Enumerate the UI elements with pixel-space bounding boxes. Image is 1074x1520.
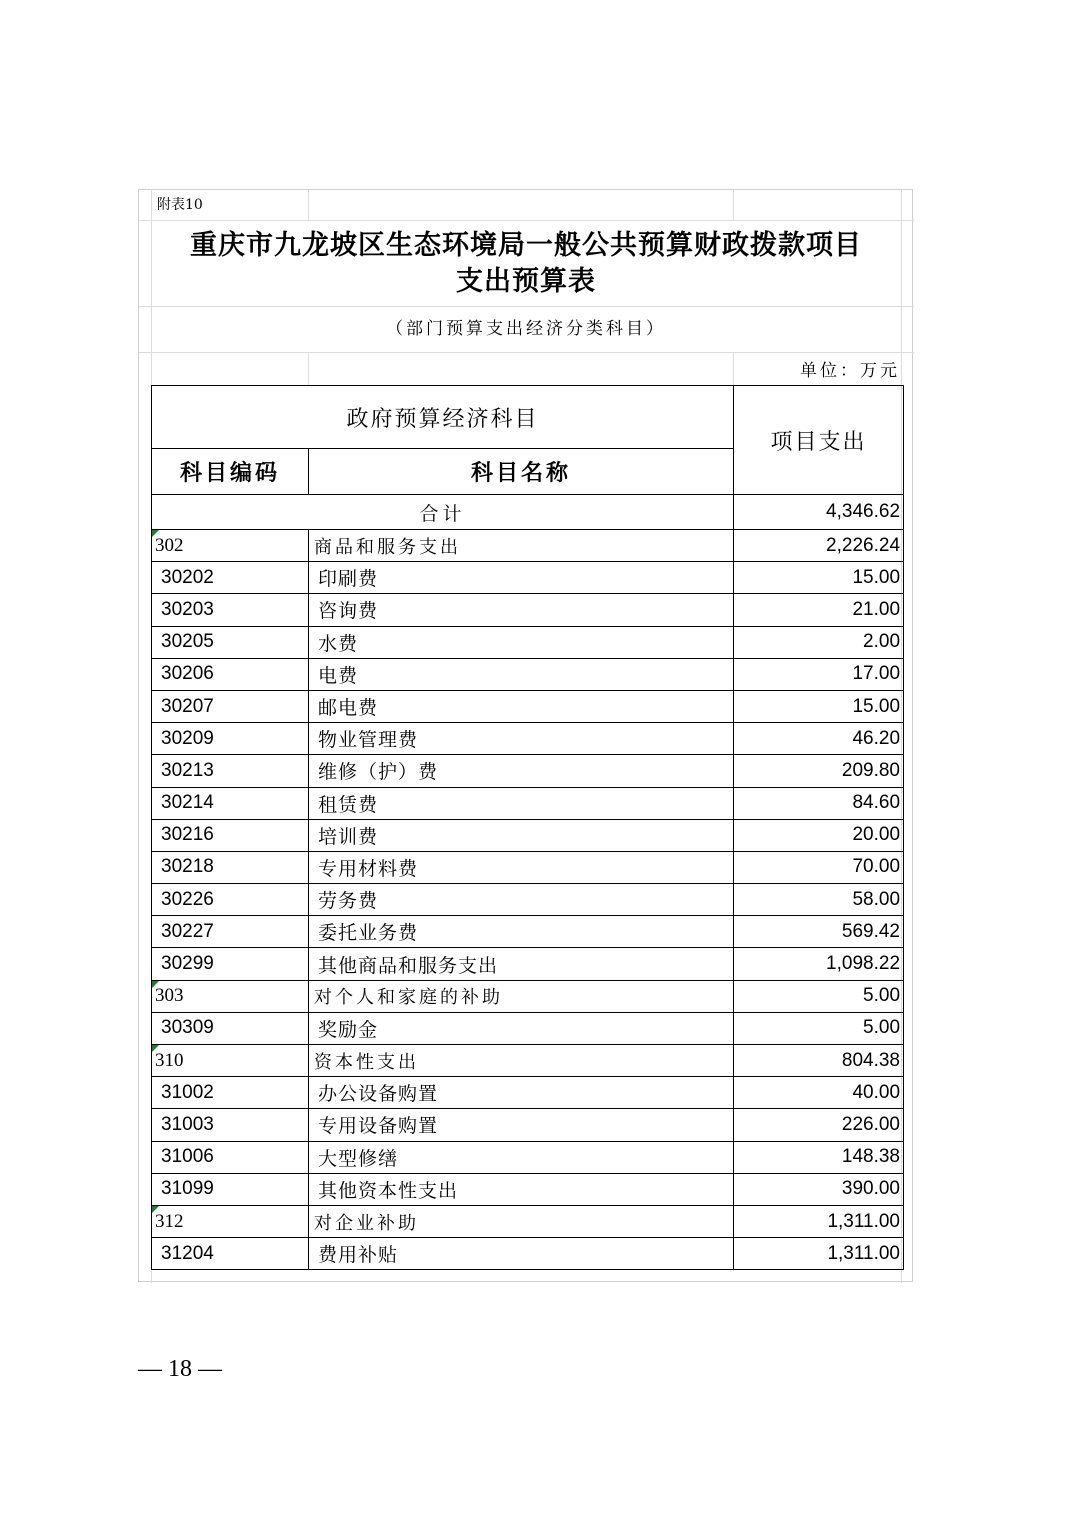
- cell-name: 邮电费: [309, 690, 734, 722]
- cell-code: [152, 980, 309, 1012]
- gridline: [733, 352, 734, 385]
- table-row: [152, 1077, 904, 1109]
- cell-code: 30227: [152, 916, 309, 948]
- cell-code-text: 312: [155, 1210, 184, 1232]
- cell-code: 30216: [152, 819, 309, 851]
- cell-amount: 21.00: [734, 594, 904, 626]
- gridline: [139, 306, 914, 307]
- cell-name: 劳务费: [309, 884, 734, 916]
- cell-code: 31002: [152, 1077, 309, 1109]
- cell-code: 30206: [152, 658, 309, 690]
- cell-name: 对个人和家庭的补助: [309, 980, 734, 1012]
- table-row: [152, 562, 904, 594]
- cell-amount: 17.00: [734, 658, 904, 690]
- cell-amount: 84.60: [734, 787, 904, 819]
- cell-comment-marker-icon: [152, 1045, 159, 1052]
- cell-code-text: 303: [155, 985, 184, 1007]
- cell-amount: 40.00: [734, 1077, 904, 1109]
- cell-amount: 804.38: [734, 1045, 904, 1077]
- cell-amount: 5.00: [734, 1012, 904, 1044]
- cell-name: 其他商品和服务支出: [309, 948, 734, 980]
- cell-code: 31204: [152, 1238, 309, 1270]
- gridline: [308, 190, 309, 220]
- cell-amount: 148.38: [734, 1141, 904, 1173]
- gridline: [139, 220, 914, 221]
- cell-name: 商品和服务支出: [309, 530, 734, 562]
- title-line-2: 支出预算表: [456, 266, 596, 297]
- cell-comment-marker-icon: [152, 1206, 159, 1213]
- category-row: [152, 980, 904, 1012]
- category-row: [152, 530, 904, 562]
- cell-name: 维修（护）费: [309, 755, 734, 787]
- cell-name: 物业管理费: [309, 723, 734, 755]
- cell-name: 电费: [309, 658, 734, 690]
- cell-amount: 58.00: [734, 884, 904, 916]
- cell-name: 费用补贴: [309, 1238, 734, 1270]
- total-amount: 4,346.62: [734, 495, 904, 530]
- cell-code: [152, 1205, 309, 1237]
- cell-code: 30218: [152, 851, 309, 883]
- cell-amount: 1,311.00: [734, 1238, 904, 1270]
- cell-code: [152, 1045, 309, 1077]
- header-amount: 项目支出: [734, 386, 904, 495]
- header-name: 科目名称: [309, 449, 734, 495]
- cell-code: 30207: [152, 690, 309, 722]
- header-row: [152, 386, 904, 449]
- table-row: [152, 819, 904, 851]
- cell-code-text: 310: [155, 1049, 184, 1071]
- cell-code: [152, 530, 309, 562]
- cell-comment-marker-icon: [152, 530, 159, 537]
- cell-code: 30309: [152, 1012, 309, 1044]
- gridline: [308, 352, 309, 385]
- table-row: [152, 884, 904, 916]
- cell-code: 30299: [152, 948, 309, 980]
- table-row: [152, 1109, 904, 1141]
- cell-name: 资本性支出: [309, 1045, 734, 1077]
- annex-label: 附表10: [157, 197, 203, 213]
- cell-name: 印刷费: [309, 562, 734, 594]
- cell-code: 30226: [152, 884, 309, 916]
- cell-amount: 15.00: [734, 562, 904, 594]
- total-label: 合计: [152, 495, 734, 530]
- cell-name: 咨询费: [309, 594, 734, 626]
- title-line-1: 重庆市九龙坡区生态环境局一般公共预算财政拨款项目: [190, 230, 862, 261]
- table-row: [152, 755, 904, 787]
- cell-name: 委托业务费: [309, 916, 734, 948]
- cell-name: 水费: [309, 626, 734, 658]
- table-row: [152, 1141, 904, 1173]
- cell-name: 办公设备购置: [309, 1077, 734, 1109]
- gridline: [139, 352, 914, 353]
- cell-code: 30205: [152, 626, 309, 658]
- table-row: [152, 626, 904, 658]
- cell-name: 其他资本性支出: [309, 1173, 734, 1205]
- spreadsheet-page: [138, 189, 913, 1282]
- cell-amount: 209.80: [734, 755, 904, 787]
- header-group: 政府预算经济科目: [152, 386, 734, 449]
- cell-amount: 70.00: [734, 851, 904, 883]
- cell-name: 奖励金: [309, 1012, 734, 1044]
- page-number: — 18 —: [138, 1356, 222, 1382]
- table-row: [152, 658, 904, 690]
- table-row: [152, 948, 904, 980]
- table-row: [152, 594, 904, 626]
- table-row: [152, 851, 904, 883]
- cell-amount: 20.00: [734, 819, 904, 851]
- cell-amount: 46.20: [734, 723, 904, 755]
- cell-name: 对企业补助: [309, 1205, 734, 1237]
- category-row: [152, 1045, 904, 1077]
- cell-comment-marker-icon: [152, 981, 159, 988]
- table-row: [152, 1173, 904, 1205]
- cell-name: 大型修缮: [309, 1141, 734, 1173]
- total-row: [152, 495, 904, 530]
- cell-amount: 569.42: [734, 916, 904, 948]
- cell-amount: 226.00: [734, 1109, 904, 1141]
- cell-amount: 15.00: [734, 690, 904, 722]
- table-row: [152, 787, 904, 819]
- table-row: [152, 723, 904, 755]
- cell-code: 31099: [152, 1173, 309, 1205]
- cell-code: 30203: [152, 594, 309, 626]
- cell-code: 30213: [152, 755, 309, 787]
- budget-table: [151, 385, 904, 1270]
- table-row: [152, 1012, 904, 1044]
- cell-code-text: 302: [155, 534, 184, 556]
- cell-amount: 1,311.00: [734, 1205, 904, 1237]
- cell-code: 31003: [152, 1109, 309, 1141]
- cell-name: 专用材料费: [309, 851, 734, 883]
- page-title: [151, 228, 901, 300]
- cell-amount: 5.00: [734, 980, 904, 1012]
- cell-amount: 2.00: [734, 626, 904, 658]
- gridline: [733, 190, 734, 220]
- cell-code: 30214: [152, 787, 309, 819]
- cell-code: 30209: [152, 723, 309, 755]
- table-row: [152, 1238, 904, 1270]
- cell-name: 租赁费: [309, 787, 734, 819]
- subtitle: （部门预算支出经济分类科目）: [386, 319, 666, 339]
- header-code: 科目编码: [152, 449, 309, 495]
- cell-amount: 2,226.24: [734, 530, 904, 562]
- cell-name: 专用设备购置: [309, 1109, 734, 1141]
- table-row: [152, 690, 904, 722]
- cell-amount: 1,098.22: [734, 948, 904, 980]
- cell-code: 30202: [152, 562, 309, 594]
- cell-amount: 390.00: [734, 1173, 904, 1205]
- cell-code: 31006: [152, 1141, 309, 1173]
- table-row: [152, 916, 904, 948]
- cell-name: 培训费: [309, 819, 734, 851]
- category-row: [152, 1205, 904, 1237]
- unit-label: 单位：万元: [800, 361, 900, 381]
